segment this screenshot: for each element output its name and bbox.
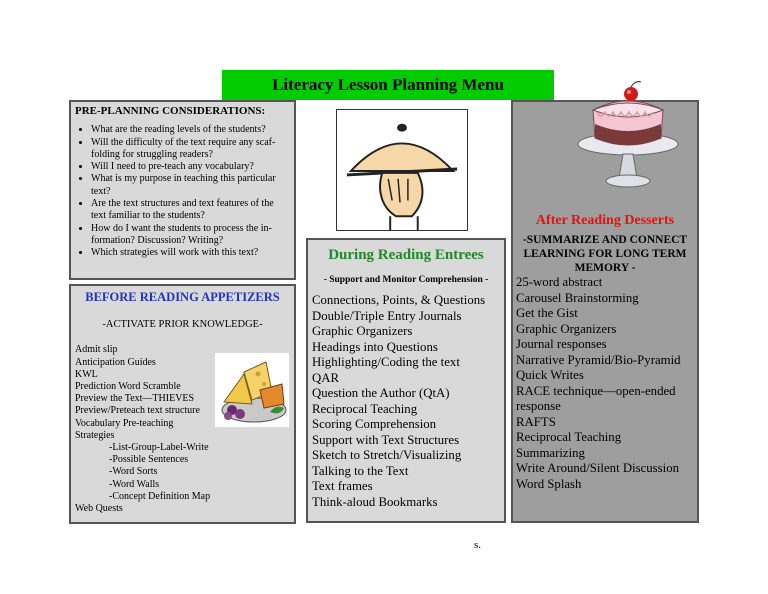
list-item: Word Splash	[516, 476, 582, 491]
list-item: Journal responses	[516, 337, 607, 351]
cheese-platter-illustration	[214, 352, 290, 428]
list-item: Vocabulary Pre-teaching	[75, 417, 174, 429]
page-title: Literacy Lesson Planning Menu	[222, 70, 554, 100]
list-item: QAR	[312, 370, 340, 385]
list-item: Quick Writes	[516, 368, 584, 382]
sub-list-item: -Possible Sentences	[109, 454, 189, 466]
list-item: Sketch to Stretch/Visualizing	[312, 448, 462, 462]
list-item: Think-aloud Bookmarks	[312, 494, 438, 509]
during-reading-panel	[306, 238, 506, 523]
list-item: Get the Gist	[516, 306, 578, 320]
list-item: Graphic Organizers	[312, 324, 413, 338]
list-item: Carousel Brainstorming	[516, 290, 639, 305]
list-item: Summarizing	[516, 445, 585, 460]
list-item: Double/Triple Entry Journals	[312, 308, 462, 323]
sub-list-item: -Word Sorts	[109, 466, 158, 478]
serving-cloche-illustration	[336, 109, 468, 231]
list-item: Anticipation Guides	[75, 356, 156, 368]
list-item: Prediction Word Scramble	[75, 381, 181, 393]
list-item: Preview/Preteach text structure	[75, 405, 200, 417]
list-item: • Which strategies will work with this text?	[91, 247, 290, 259]
list-item: • What are the reading levels of the students?	[91, 124, 290, 136]
list-item: • Will the difficulty of the text require any scaf-folding for struggling readers?	[91, 137, 290, 162]
list-item: Support with Text Structures	[312, 432, 460, 447]
sub-list-item: -Concept Definition Map	[109, 490, 211, 502]
page-footer: s.	[474, 539, 482, 551]
list-item: KWL	[75, 368, 98, 380]
after-reading-subheading: -SUMMARIZE AND CONNECT LEARNING FOR LONG TERM MEMORY -	[522, 234, 688, 274]
after-reading-heading: After Reading Desserts	[535, 213, 675, 228]
list-item: Reciprocal Teaching	[516, 430, 622, 444]
list-item: Web Quests	[75, 503, 123, 515]
list-item: RAFTS	[516, 414, 556, 429]
list-item: Preview the Text—THIEVES	[75, 393, 195, 405]
list-item: Highlighting/Coding the text	[312, 355, 460, 369]
list-item: Admit slip	[75, 344, 118, 356]
list-item: Strategies	[75, 429, 115, 441]
list-item: Write Around/Silent Discussion	[516, 461, 679, 475]
list-item: Question the Author (QtA)	[312, 386, 450, 400]
cake-illustration	[573, 80, 683, 192]
list-item: Narrative Pyramid/Bio-Pyramid	[516, 352, 681, 367]
before-reading-subheading: -ACTIVATE PRIOR KNOWLEDGE-	[102, 319, 263, 331]
list-item: 25-word abstract	[516, 275, 603, 289]
pre-planning-panel	[69, 100, 296, 280]
sub-list-item: -List-Group-Label-Write	[109, 442, 209, 454]
pre-planning-heading: PRE-PLANNING CONSIDERATIONS:	[75, 105, 266, 117]
list-item: Reciprocal Teaching	[312, 401, 418, 416]
sub-list-item: -Word Walls	[109, 478, 160, 490]
list-item: Headings into Questions	[312, 339, 438, 354]
list-item: Talking to the Text	[312, 463, 409, 478]
list-item: • What is my purpose in teaching this particular text?	[91, 173, 290, 198]
list-item: • Will I need to pre-teach any vocabulary?	[91, 161, 290, 173]
during-reading-subheading: - Support and Monitor Comprehension -	[323, 275, 489, 285]
list-item: Text frames	[312, 479, 373, 493]
list-item: Connections, Points, & Questions	[312, 293, 486, 307]
pre-planning-list	[75, 124, 290, 259]
list-item: Graphic Organizers	[516, 321, 617, 336]
before-reading-heading: BEFORE READING APPETIZERS	[85, 290, 280, 304]
list-item: RACE technique—open-ended response	[516, 383, 676, 413]
list-item: Scoring Comprehension	[312, 417, 437, 431]
during-reading-heading: During Reading Entrees	[328, 247, 484, 263]
list-item: • How do I want the students to process the in-formation? Discussion? Writing?	[91, 223, 290, 248]
list-item: • Are the text structures and text features of the text familiar to the students?	[91, 198, 290, 223]
